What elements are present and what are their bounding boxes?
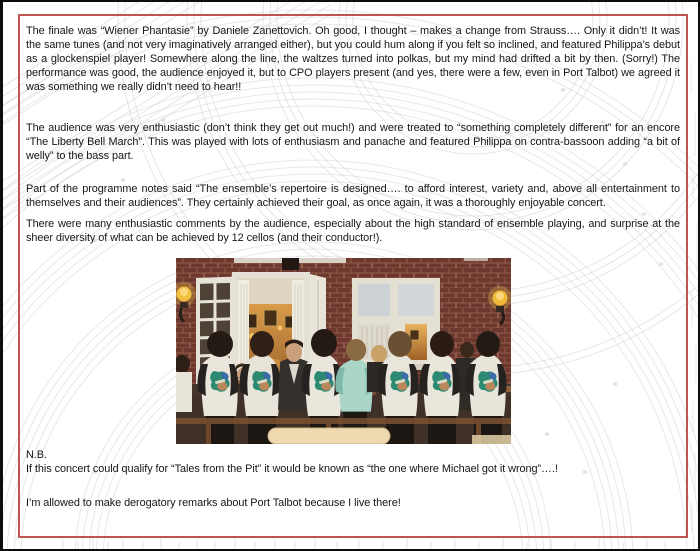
- paragraph-finale: The finale was “Wiener Phantasie” by Daniele Zanettovich. Oh good, I thought – makes a change from Strauss…. Only it didn’t! It was the same tunes (and not very imaginatively arranged either), but you could hum along if you felt so inclined, and featured Philippa’s debut as a glockenspiel player! Somewhere along the line, the waltzes turned into polkas, but my mind had drifted a bit by then. (Sorry!) The performance was good, the audience enjoyed it, but to CPO players present (and yes, there were a few, even in Port Talbot) we agreed it was something we really didn’t need to hear!!: [26, 25, 680, 93]
- paragraph-programme-notes: Part of the programme notes said “The ensemble’s repertoire is designed…. to afford interest, variety and, above all entertainment to themselves and their audiences”. They certainly achieved their goal, as once again, it was a thoroughly enjoyable concert.: [26, 183, 680, 209]
- watermark-bottom-hatch: [63, 538, 665, 551]
- tshirt-logo: [210, 371, 229, 392]
- watermark-right-hatch: [691, 62, 697, 532]
- paragraph-audience-encore: The audience was very enthusiastic (don’t think they get out much!) and were treated to “something completely different” for an encore “The Liberty Bell March”. This was played with lots of enthusiasm and panache and featured Philippa on contra-bassoon adding “a bit of welly” to the bass part.: [26, 122, 680, 162]
- nb-heading: N.B.: [26, 449, 47, 461]
- concert-photo: [176, 258, 511, 444]
- bench-rail-front: [176, 418, 511, 424]
- content-frame: [18, 14, 688, 538]
- wall-speaker: [282, 258, 299, 270]
- paragraph-comments: There were many enthusiastic comments by the audience, especially about the high standard of ensemble playing, and surprise at the sheer diversity of what can be achieved by 12 cellos (and their conductor!).: [26, 218, 680, 244]
- chair-back: [268, 428, 390, 444]
- nb-line1: If this concert could qualify for “Tales from the Pit” it would be known as “the one where Michael got it wrong”….!: [26, 463, 558, 475]
- nb-section: [26, 448, 680, 510]
- nb-line2: I’m allowed to make derogatory remarks about Port Talbot because I live there!: [26, 497, 401, 509]
